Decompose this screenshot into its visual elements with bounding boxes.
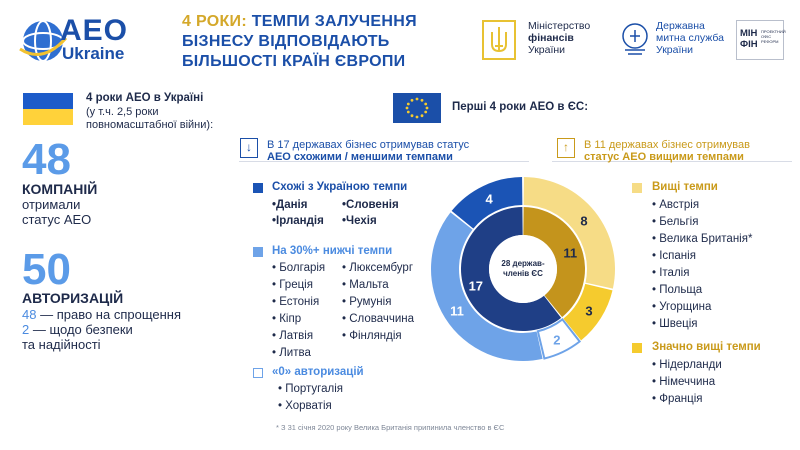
- lower-item: • Мальта: [342, 279, 389, 291]
- outer-label: 2: [553, 332, 561, 348]
- similar-item: •Данія: [272, 199, 308, 211]
- eu-donut-chart: [430, 176, 616, 362]
- zero-item: • Хорватія: [278, 400, 332, 412]
- lower-item: • Румунія: [342, 296, 392, 308]
- much-higher-item: • Франція: [652, 393, 703, 405]
- auth-line-1: [22, 307, 212, 322]
- band-right-line-2: статус АЕО вищими темпами: [584, 151, 744, 163]
- higher-item: • Бельгія: [652, 216, 699, 228]
- arrow-up-icon: ↑: [557, 138, 575, 158]
- legend-lower-swatch: [253, 247, 263, 257]
- minfin-box-small: ПРОЕКТНИЙ ОФІС РЕФОРМ: [761, 29, 786, 44]
- group-much-higher-title: Значно вищі темпи: [652, 341, 761, 353]
- inner-label: 17: [468, 278, 484, 294]
- customs-line-3: України: [656, 44, 694, 56]
- group-similar-title: Схожі з Україною темпи: [272, 181, 408, 193]
- chart-center-line-2: членів ЄС: [503, 269, 543, 278]
- group-zero-title: «0» авторизацій: [272, 366, 364, 378]
- page-title: [182, 12, 452, 72]
- customs-service-label: [656, 20, 736, 56]
- ministry-line-1: Міністерство: [528, 20, 591, 32]
- legend-higher-swatch: [632, 183, 642, 193]
- band-left-text: [267, 139, 527, 163]
- outer-label: 11: [450, 303, 464, 319]
- companies-desc-1: отримали: [22, 197, 81, 212]
- much-higher-item: • Німеччина: [652, 376, 716, 388]
- much-higher-item: • Нідерланди: [652, 359, 722, 371]
- legend-zero-swatch: [253, 368, 263, 378]
- companies-count: 48: [22, 135, 71, 184]
- zero-item: • Португалія: [278, 383, 344, 395]
- ministry-line-3: України: [528, 44, 566, 56]
- auth-line-2-num: 2: [22, 322, 30, 337]
- companies-desc: [22, 197, 172, 227]
- auth-label: АВТОРИЗАЦІЙ: [22, 290, 124, 306]
- legend-similar-swatch: [253, 183, 263, 193]
- higher-item: • Італія: [652, 267, 690, 279]
- minfin-reform-logo: [736, 20, 784, 60]
- auth-line-2: [22, 322, 212, 337]
- lower-item: • Латвія: [272, 330, 314, 342]
- group-higher-title: Вищі темпи: [652, 181, 718, 193]
- outer-label: 3: [585, 303, 593, 319]
- higher-list: [652, 198, 752, 334]
- ukraine-years-title: 4 роки AEO в Україні: [86, 92, 204, 104]
- companies-label: КОМПАНІЙ: [22, 181, 98, 197]
- ministry-finance-label: [528, 20, 608, 56]
- higher-item: • Польща: [652, 284, 703, 296]
- minfin-box-line-1: МІН: [740, 28, 758, 39]
- much-higher-list: [652, 358, 722, 409]
- auth-line-2-text: — щодо безпеки: [29, 322, 133, 337]
- lower-item: • Кіпр: [272, 313, 302, 325]
- group-lower-title: На 30%+ нижчі темпи: [272, 245, 393, 257]
- lower-item: • Фінляндія: [342, 330, 402, 342]
- eu-flag-icon: [393, 93, 441, 123]
- outer-label: 4: [485, 191, 493, 207]
- lower-item: • Естонія: [272, 296, 320, 308]
- band-left-line-1: В 17 державах бізнес отримував статус: [267, 139, 470, 151]
- higher-item: • Іспанія: [652, 250, 696, 262]
- lower-col-2: [342, 261, 414, 346]
- eu-title: Перші 4 роки AEO в ЄС:: [452, 101, 589, 113]
- auth-line-1-num: 48: [22, 307, 37, 322]
- ministry-line-2: фінансів: [528, 32, 574, 44]
- auth-line-3: та надійності: [22, 337, 101, 352]
- outer-label: 8: [580, 213, 588, 229]
- auth-line-1-text: — право на спрощення: [36, 307, 181, 322]
- lower-col-1: [272, 261, 325, 363]
- companies-desc-2: статус AEO: [22, 212, 92, 227]
- auth-count: 50: [22, 245, 71, 294]
- chart-center-line-1: 28 держав-: [501, 259, 545, 268]
- ukraine-trident-icon: [482, 20, 516, 60]
- customs-line-2: митна служба: [656, 32, 724, 44]
- lower-item: • Болгарія: [272, 262, 326, 274]
- ukraine-flag-icon: [23, 93, 73, 125]
- higher-item: • Швеція: [652, 318, 698, 330]
- similar-item: •Ірландія: [272, 215, 324, 227]
- logo-aeo-text: AEO: [60, 14, 129, 47]
- title-rest: ТЕМПИ ЗАЛУЧЕННЯ БІЗНЕСУ ВІДПОВІДАЮТЬ БІЛЬШОСТІ КРАЇН ЄВРОПИ: [182, 13, 417, 70]
- band-right-line-1: В 11 державах бізнес отримував: [584, 139, 750, 151]
- band-right-text: [584, 139, 794, 163]
- lower-item: • Словаччина: [342, 313, 415, 325]
- title-accent: 4 РОКИ:: [182, 13, 247, 30]
- higher-item: • Велика Британія*: [652, 233, 753, 245]
- inner-label: 11: [563, 245, 578, 261]
- lower-item: • Люксембург: [342, 262, 414, 274]
- similar-item: •Словенія: [342, 199, 399, 211]
- lower-item: • Литва: [272, 347, 311, 359]
- minfin-box-line-2: ФІН: [740, 39, 758, 50]
- higher-item: • Угорщина: [652, 301, 712, 313]
- lower-item: • Греція: [272, 279, 313, 291]
- logo-ukraine-text: Ukraine: [62, 44, 125, 63]
- customs-emblem-icon: [618, 20, 652, 60]
- arrow-down-icon: ↓: [240, 138, 258, 158]
- footnote: * З 31 січня 2020 року Велика Британія припинила членство в ЄС: [276, 423, 505, 432]
- similar-item: •Чехія: [342, 215, 377, 227]
- ukraine-years-sub: (у т.ч. 2,5 роки повномасштабної війни):: [86, 106, 214, 131]
- higher-item: • Австрія: [652, 199, 700, 211]
- customs-line-1: Державна: [656, 20, 705, 32]
- legend-much-higher-swatch: [632, 343, 642, 353]
- band-left-line-2: АЕО схожими / меншими темпами: [267, 151, 453, 163]
